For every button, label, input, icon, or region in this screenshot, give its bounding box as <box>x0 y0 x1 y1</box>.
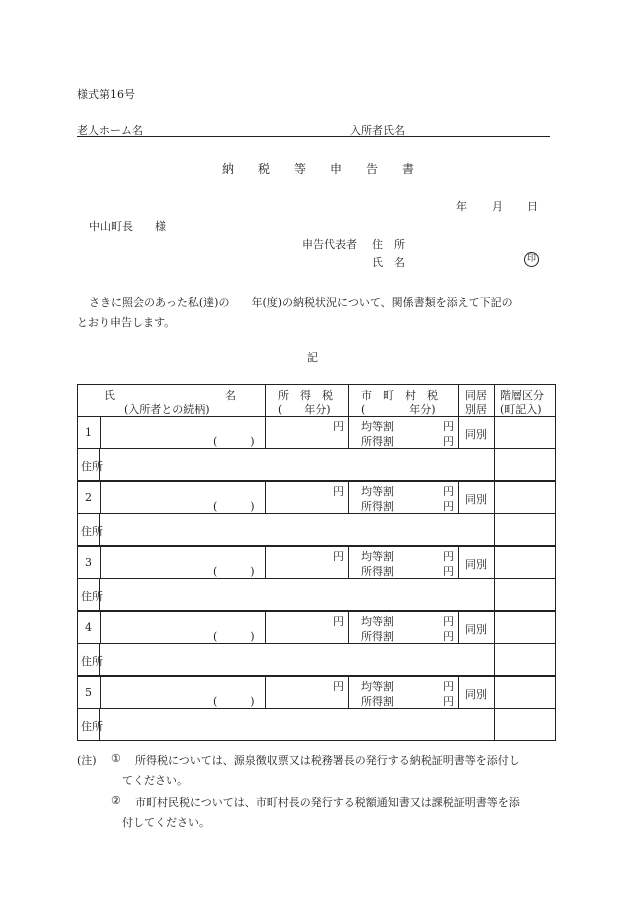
table-address-row <box>78 579 556 612</box>
addressee: 中山町長 様 <box>89 220 166 233</box>
address-divider <box>99 514 100 545</box>
shotoku-label: 所得割 <box>361 500 394 513</box>
relation-paren: ( ) <box>213 565 255 578</box>
note1-mark: ① <box>111 752 121 765</box>
table-row <box>78 481 556 514</box>
header-income-tax: 所 得 税 <box>278 389 333 402</box>
row-number: 1 <box>85 426 92 439</box>
cohabit-separate: 同別 <box>465 493 487 506</box>
row-number: 2 <box>85 491 92 504</box>
row-number: 5 <box>85 686 92 699</box>
note1-line1: 所得税については、源泉徴収票又は税務署長の発行する納税証明書等を添付し <box>135 754 520 767</box>
shotoku-label: 所得割 <box>361 630 394 643</box>
table-address-row <box>78 709 556 741</box>
resident-name-label: 入所者氏名 <box>350 124 405 137</box>
cohabit-separate: 同別 <box>465 558 487 571</box>
relation-paren: ( ) <box>213 695 255 708</box>
kintou-yen: 円 <box>443 680 454 693</box>
document-title: 納 税 等 申 告 書 <box>222 162 415 176</box>
header-class: 階層区分 <box>500 389 544 402</box>
cohabit-separate: 同別 <box>465 688 487 701</box>
kintou-label: 均等割 <box>361 680 394 693</box>
table-address-row <box>78 449 556 482</box>
date-month: 月 <box>492 200 503 213</box>
address-label: 住所 <box>81 720 103 733</box>
table-address-row <box>78 514 556 547</box>
body-text-line1: さきに照会のあった私(達)の 年(度)の納税状況について、関係書類を添えて下記の <box>89 296 513 309</box>
body-text-line2: とおり申告します。 <box>77 316 176 329</box>
kintou-label: 均等割 <box>361 485 394 498</box>
income-yen: 円 <box>333 680 344 693</box>
header-name: 氏 名 <box>104 389 236 402</box>
tax-table <box>77 384 556 741</box>
address-divider <box>99 709 100 740</box>
kintou-label: 均等割 <box>361 420 394 433</box>
table-header <box>78 385 556 417</box>
header-separate: 別居 <box>465 403 487 416</box>
address-label: 住所 <box>81 460 103 473</box>
kintou-label: 均等割 <box>361 550 394 563</box>
table-row <box>78 417 556 449</box>
representative-label: 申告代表者 <box>302 238 357 251</box>
table-row <box>78 676 556 709</box>
cohabit-separate: 同別 <box>465 623 487 636</box>
note1-line2: てください。 <box>122 774 188 787</box>
note2-mark: ② <box>111 794 121 807</box>
header-underline <box>77 136 550 137</box>
shotoku-label: 所得割 <box>361 565 394 578</box>
relation-paren: ( ) <box>213 435 255 448</box>
shotoku-label: 所得割 <box>361 435 394 448</box>
shotoku-label: 所得割 <box>361 695 394 708</box>
shotoku-yen: 円 <box>443 435 454 448</box>
income-yen: 円 <box>333 420 344 433</box>
header-municipal-tax: 市 町 村 税 <box>361 389 438 402</box>
address-label: 住所 <box>81 590 103 603</box>
relation-paren: ( ) <box>213 500 255 513</box>
note2-line1: 市町村民税については、市町村長の発行する税額通知書又は課税証明書等を添 <box>135 796 520 809</box>
row-number: 3 <box>85 556 92 569</box>
shotoku-yen: 円 <box>443 695 454 708</box>
notes-label: (注) <box>77 754 97 767</box>
home-name-label: 老人ホーム名 <box>77 124 143 137</box>
table-address-row <box>78 644 556 677</box>
header-town-entry: (町記入) <box>500 403 542 416</box>
kintou-yen: 円 <box>443 615 454 628</box>
relation-paren: ( ) <box>213 630 255 643</box>
address-divider <box>99 644 100 675</box>
seal-mark: 印 <box>524 252 539 267</box>
ki-mark: 記 <box>307 351 318 364</box>
kintou-yen: 円 <box>443 550 454 563</box>
date-day: 日 <box>527 200 538 213</box>
shotoku-yen: 円 <box>443 565 454 578</box>
income-yen: 円 <box>333 615 344 628</box>
table-row <box>78 611 556 644</box>
shotoku-yen: 円 <box>443 500 454 513</box>
address-label: 住所 <box>81 655 103 668</box>
row-number: 4 <box>85 621 92 634</box>
header-income-year: ( 年分) <box>278 403 331 416</box>
address-label: 住所 <box>81 525 103 538</box>
table-row <box>78 546 556 579</box>
income-yen: 円 <box>333 550 344 563</box>
header-cohabit: 同居 <box>465 389 487 402</box>
kintou-yen: 円 <box>443 420 454 433</box>
header-municipal-year: ( 年分) <box>361 403 436 416</box>
name-label: 氏 名 <box>372 256 405 269</box>
kintou-label: 均等割 <box>361 615 394 628</box>
date-year: 年 <box>456 200 467 213</box>
address-divider <box>99 579 100 610</box>
form-number: 様式第16号 <box>77 88 135 101</box>
income-yen: 円 <box>333 485 344 498</box>
cohabit-separate: 同別 <box>465 428 487 441</box>
address-divider <box>99 449 100 480</box>
note2-line2: 付してください。 <box>122 816 210 829</box>
kintou-yen: 円 <box>443 485 454 498</box>
address-label: 住 所 <box>372 238 405 251</box>
header-relation: (入所者との続柄) <box>124 403 210 416</box>
shotoku-yen: 円 <box>443 630 454 643</box>
